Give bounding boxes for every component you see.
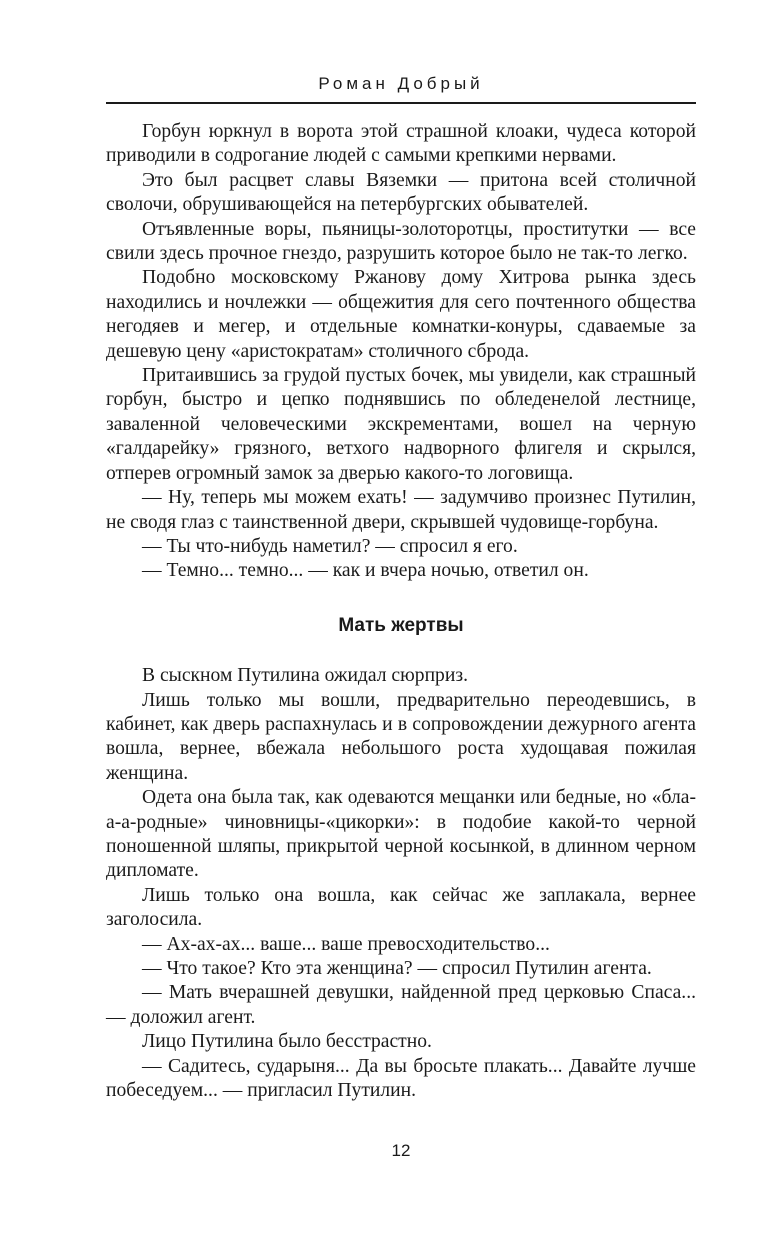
dialogue-paragraph: — Мать вчерашней девушки, найденной пред церковью Спаса... — доложил агент. (106, 982, 696, 1028)
dialogue-paragraph: — Ах-ах-ах... ваше... ваше превосходительство... (142, 933, 550, 955)
paragraph: Это был расцвет славы Вяземки — притона всей столичной сволочи, обрушивающейся на петербургских обывателей. (106, 169, 696, 216)
page-number: 12 (391, 1141, 411, 1160)
dialogue-paragraph: — Садитесь, сударыня... Да вы бросьте плакать... Давайте лучше побеседуем... — пригласил Путилин. (106, 1055, 696, 1102)
header-rule (106, 102, 696, 104)
paragraph: Притаившись за грудой пустых бочек, мы увидели, как страшный горбун, быстро и цепко поднявшись по обледенелой лестнице, заваленной человеческими экскрементами, вошел на черную «галдарейку» грязного, ветхого надворного флигеля и скрылся, отперев огромный замок за дверью какого-то логовища. (106, 365, 696, 484)
paragraph: Лишь только она вошла, как сейчас же заплакала, вернее заголосила. (106, 884, 696, 931)
paragraph: Лишь только мы вошли, предварительно переодевшись, в кабинет, как дверь распахнулась и в сопровождении дежурного агента вошла, вернее, вбежала небольшого роста худощавая пожилая женщина. (106, 689, 696, 784)
paragraph: Лицо Путилина было бесстрастно. (142, 1031, 432, 1053)
paragraph: Подобно московскому Ржанову дому Хитрова рынка здесь находились и ночлежки — общежития для сего почтенного общества негодяев и мегер, и отдельные комнатки-конуры, сдаваемые за дешевую цену «аристократам» столичного сброда. (106, 267, 696, 362)
dialogue-paragraph: — Ты что-нибудь наметил? — спросил я его. (142, 535, 518, 557)
section-title: Мать жертвы (338, 614, 464, 636)
dialogue-paragraph: — Ну, теперь мы можем ехать! — задумчиво произнес Путилин, не сводя глаз с таинственной двери, скрывшей чудовище-горбуна. (106, 487, 696, 533)
dialogue-paragraph: — Темно... темно... — как и вчера ночью, ответил он. (142, 560, 589, 582)
dialogue-paragraph: — Что такое? Кто эта женщина? — спросил Путилин агента. (142, 958, 652, 979)
paragraph: В сыскном Путилина ожидал сюрприз. (142, 665, 468, 687)
paragraph: Горбун юркнул в ворота этой страшной клоаки, чудеса которой приводили в содрогание людей с самыми крепкими нервами. (106, 121, 696, 167)
body-text (106, 120, 696, 1103)
paragraph: Одета она была так, как одеваются мещанки или бедные, но «бла-а-а-родные» чиновницы-«цикорки»: в подобие какой-то черной поношенной шляпы, прикрытой черной косынкой, в длинном черном дипломате. (106, 787, 696, 882)
running-title: Роман Добрый (318, 74, 484, 93)
paragraph: Отъявленные воры, пьяницы-золоторотцы, проститутки — все свили здесь прочное гнездо, разрушить которое было не так-то легко. (106, 218, 696, 265)
